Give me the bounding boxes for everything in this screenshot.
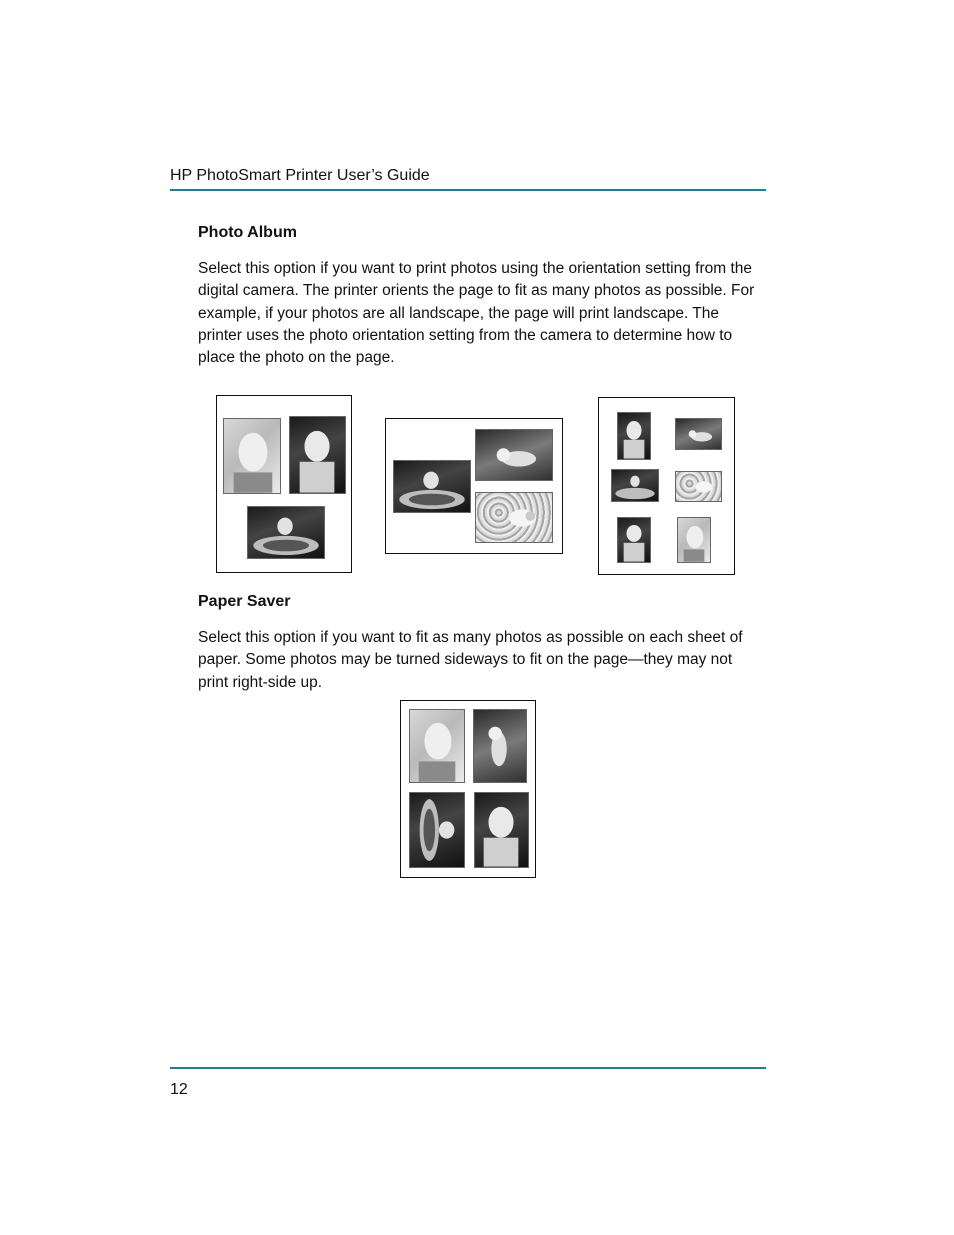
photo-landscape xyxy=(611,469,659,502)
photo-portrait xyxy=(409,709,465,783)
page-number: 12 xyxy=(170,1081,188,1098)
footer-rule xyxy=(170,1067,766,1069)
photo-portrait xyxy=(677,517,711,563)
layout-illustration-six-photo-sheet xyxy=(598,397,735,575)
photo-portrait xyxy=(223,418,281,494)
photo-landscape xyxy=(393,460,471,513)
layout-illustration-portrait-sheet xyxy=(216,395,352,573)
photo-landscape xyxy=(475,429,553,481)
photo-portrait xyxy=(474,792,529,868)
layout-illustration-paper-saver-sheet xyxy=(400,700,536,878)
photo-rotated xyxy=(409,792,465,868)
page-header-title: HP PhotoSmart Printer User’s Guide xyxy=(170,167,430,184)
section-body-photo-album: Select this option if you want to print photos using the orientation setting from the digital camera. The printer orients the page to fit as many photos as possible. For example, if your photos are all landscape, the page will print landscape. The printer uses the photo orientation setting from the camera to determine how to place the photo on the page. xyxy=(198,260,755,367)
photo-portrait xyxy=(289,416,346,494)
photo-rotated xyxy=(473,709,527,783)
photo-landscape xyxy=(675,418,722,450)
section-body-paper-saver: Select this option if you want to fit as many photos as possible on each sheet of paper. Some photos may be turned sideways to fit on the page—they may not print right-side up. xyxy=(198,629,743,691)
photo-landscape xyxy=(475,492,553,543)
photo-portrait xyxy=(617,517,651,563)
section-heading-photo-album: Photo Album xyxy=(198,224,297,241)
section-heading-paper-saver: Paper Saver xyxy=(198,593,291,610)
header-rule xyxy=(170,189,766,191)
photo-landscape xyxy=(675,471,722,502)
photo-landscape xyxy=(247,506,325,559)
photo-portrait xyxy=(617,412,651,460)
layout-illustration-landscape-sheet xyxy=(385,418,563,554)
